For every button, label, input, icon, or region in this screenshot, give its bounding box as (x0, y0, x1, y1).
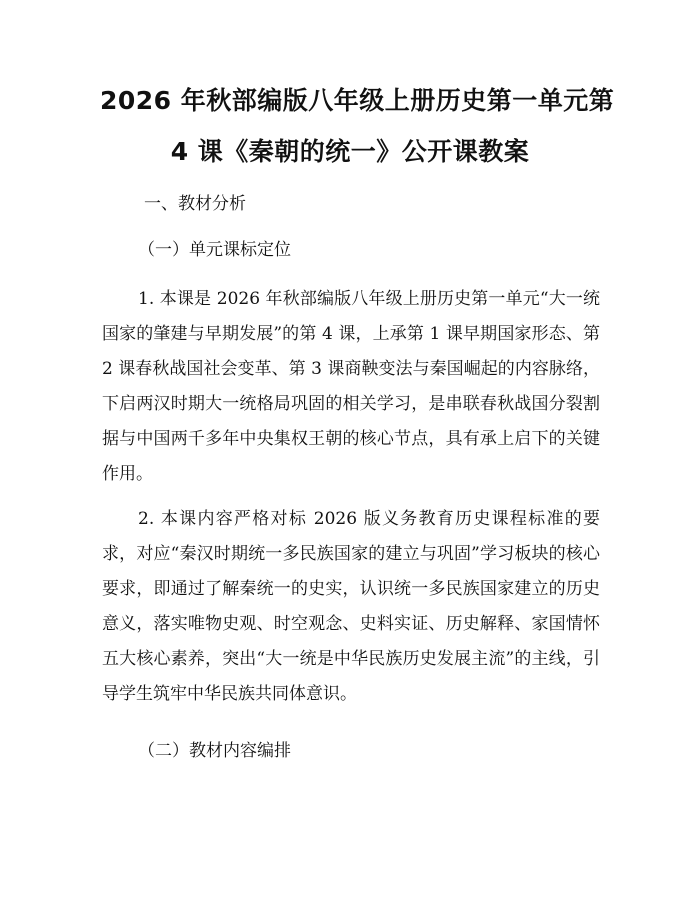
subsection-heading-unit-standard: （一）单元课标定位 (138, 240, 291, 260)
paragraph-1: 1. 本课是 2026 年秋部编版八年级上册历史第一单元“大一统国家的肇建与早期发展”的第 4 课，上承第 1 课早期国家形态、第 2 课春秋战国社会变革、第 3 课商鞅变法与秦国崛起的内容脉络，下启两汉时期大一统格局巩固的相关学习，是串联春秋战国分裂割据与中国两千多年中央集权王朝的核心节点，具有承上启下的关键作用。 (102, 289, 600, 484)
document-title-line-1: 2026 年秋部编版八年级上册历史第一单元第 (100, 86, 615, 115)
section-heading-textbook-analysis: 一、教材分析 (144, 194, 246, 214)
document-title-line-2: 4 课《秦朝的统一》公开课教案 (170, 137, 530, 166)
subsection-heading-content-arrangement: （二）教材内容编排 (138, 741, 291, 761)
paragraph-2: 2. 本课内容严格对标 2026 版义务教育历史课程标准的要求，对应“秦汉时期统一多民族国家的建立与巩固”学习板块的核心要求，即通过了解秦统一的史实，认识统一多民族国家建立的历史意义，落实唯物史观、时空观念、史料实证、历史解释、家国情怀五大核心素养，突出“大一统是中华民族历史发展主流”的主线，引导学生筑牢中华民族共同体意识。 (102, 509, 600, 704)
